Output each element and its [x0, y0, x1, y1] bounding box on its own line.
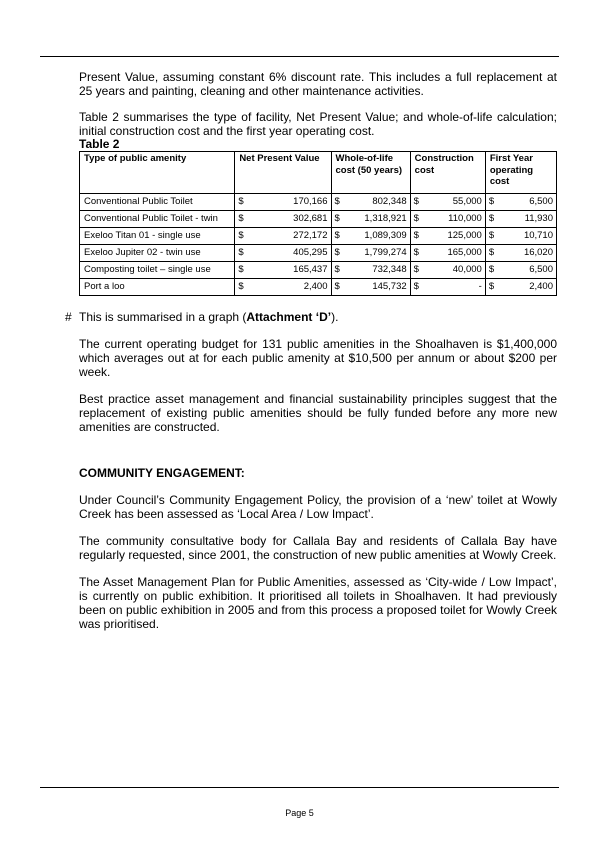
cell-value: 272,172	[293, 230, 328, 241]
table-body	[80, 194, 557, 296]
cell-type: Exeloo Titan 01 - single use	[80, 228, 235, 245]
header-npv: Net Present Value	[235, 152, 331, 194]
currency-symbol: $	[238, 213, 244, 224]
cell-operating	[485, 211, 556, 228]
cell-construction	[410, 279, 485, 296]
paragraph-engagement-policy: Under Council’s Community Engagement Policy, the provision of a ‘new’ toilet at Wowly Creek has been assessed as ‘Local Area / Low Impact’.	[79, 493, 557, 521]
cell-value: 1,799,274	[364, 247, 407, 258]
footer-rule	[40, 787, 559, 788]
currency-symbol: $	[413, 281, 419, 292]
amenity-cost-table	[79, 151, 557, 296]
cell-value: 302,681	[293, 213, 328, 224]
cell-value: 145,732	[372, 281, 407, 292]
cell-npv	[235, 194, 331, 211]
cell-construction	[410, 194, 485, 211]
currency-symbol: $	[238, 264, 244, 275]
currency-symbol: $	[413, 230, 419, 241]
currency-symbol: $	[488, 196, 495, 207]
cell-value: 2,400	[529, 281, 553, 292]
cell-npv	[235, 228, 331, 245]
currency-symbol: $	[238, 247, 244, 258]
cell-value: 40,000	[452, 264, 482, 275]
cell-construction	[410, 245, 485, 262]
currency-symbol: $	[334, 247, 340, 258]
cell-operating	[485, 245, 556, 262]
cell-wol	[331, 228, 410, 245]
cell-value: 2,400	[303, 281, 328, 292]
page-content	[65, 70, 557, 631]
cell-type: Exeloo Jupiter 02 - twin use	[80, 245, 235, 262]
cell-value: -	[478, 281, 482, 292]
cell-value: 6,500	[529, 264, 553, 275]
currency-symbol: $	[413, 196, 419, 207]
cell-value: 405,295	[293, 247, 328, 258]
cell-npv	[235, 279, 331, 296]
paragraph-best-practice: Best practice asset management and financial sustainability principles suggest that the replacement of existing public amenities should be fully funded before any more new amenities are constructed.	[79, 392, 557, 434]
paragraph-consultative-body: The community consultative body for Callala Bay and residents of Callala Bay have regularly requested, since 2001, the construction of new public amenities at Wowly Creek.	[79, 534, 557, 562]
table-row	[80, 245, 557, 262]
cell-type: Conventional Public Toilet - twin	[80, 211, 235, 228]
currency-symbol: $	[488, 213, 495, 224]
currency-symbol: $	[238, 196, 244, 207]
cell-value: 10,710	[523, 230, 553, 241]
cell-value: 16,020	[523, 247, 553, 258]
cell-value: 1,089,309	[364, 230, 407, 241]
table-row	[80, 279, 557, 296]
cell-construction	[410, 211, 485, 228]
header-type: Type of public amenity	[80, 152, 235, 194]
cell-operating	[485, 262, 556, 279]
header-construction: Construction cost	[410, 152, 485, 194]
table-row	[80, 262, 557, 279]
cell-operating	[485, 279, 556, 296]
cell-type: Composting toilet – single use	[80, 262, 235, 279]
cell-wol	[331, 245, 410, 262]
cell-type: Port a loo	[80, 279, 235, 296]
cell-value: 170,166	[293, 196, 328, 207]
currency-symbol: $	[238, 281, 244, 292]
header-rule	[40, 56, 559, 57]
cell-wol	[331, 262, 410, 279]
cell-npv	[235, 262, 331, 279]
currency-symbol: $	[488, 281, 495, 292]
cell-value: 6,500	[529, 196, 553, 207]
cell-value: 11,930	[524, 213, 553, 224]
currency-symbol: $	[334, 230, 340, 241]
currency-symbol: $	[413, 213, 419, 224]
currency-symbol: $	[334, 196, 340, 207]
paragraph-operating-budget: The current operating budget for 131 public amenities in the Shoalhaven is $1,400,000 which averages out at for each public amenity at $10,500 per annum or about $200 per week.	[79, 337, 557, 379]
header-operating: First Year operating cost	[485, 152, 556, 194]
attachment-reference: Attachment ‘D’	[246, 310, 332, 324]
table-row	[80, 211, 557, 228]
cell-value: 802,348	[372, 196, 407, 207]
cell-type: Conventional Public Toilet	[80, 194, 235, 211]
cell-value: 165,437	[293, 264, 328, 275]
currency-symbol: $	[334, 264, 340, 275]
paragraph-table-intro: Table 2 summarises the type of facility, Net Present Value; and whole-of-life calculation; initial construction cost and the first year operating cost.	[79, 110, 557, 138]
currency-symbol: $	[413, 247, 419, 258]
currency-symbol: $	[488, 230, 495, 241]
paragraph-asset-plan: The Asset Management Plan for Public Amenities, assessed as ‘City-wide / Low Impact’, is currently on public exhibition. It prioritised all toilets in Shoalhaven. It had previously been on public exhibition in 2005 and from this process a proposed toilet for Wowly Creek was prioritised.	[79, 575, 557, 631]
table-row	[80, 194, 557, 211]
cell-construction	[410, 262, 485, 279]
page-number: Page 5	[285, 808, 314, 818]
currency-symbol: $	[334, 281, 340, 292]
summary-line	[65, 310, 557, 324]
currency-symbol: $	[488, 264, 495, 275]
currency-symbol: $	[238, 230, 244, 241]
currency-symbol: $	[334, 213, 340, 224]
paragraph-npv-intro: Present Value, assuming constant 6% discount rate. This includes a full replacement at 25 years and painting, cleaning and other maintenance activities.	[79, 70, 557, 98]
table-row	[80, 228, 557, 245]
cell-value: 732,348	[372, 264, 407, 275]
cell-value: 1,318,921	[364, 213, 407, 224]
section-heading-community-engagement: COMMUNITY ENGAGEMENT:	[79, 466, 245, 480]
summary-text	[79, 310, 557, 324]
cell-wol	[331, 194, 410, 211]
cell-value: 125,000	[447, 230, 482, 241]
cell-wol	[331, 279, 410, 296]
table-title: Table 2	[79, 137, 120, 151]
cell-wol	[331, 211, 410, 228]
cell-npv	[235, 211, 331, 228]
currency-symbol: $	[413, 264, 419, 275]
cell-value: 110,000	[448, 213, 482, 224]
cell-value: 165,000	[447, 247, 482, 258]
cell-operating	[485, 194, 556, 211]
summary-text-before: This is summarised in a graph (	[79, 310, 247, 324]
cell-value: 55,000	[452, 196, 482, 207]
cell-npv	[235, 245, 331, 262]
summary-text-after: ).	[331, 310, 339, 324]
cell-operating	[485, 228, 556, 245]
header-whole-of-life: Whole-of-life cost (50 years)	[331, 152, 410, 194]
hash-mark: #	[65, 310, 72, 324]
cell-construction	[410, 228, 485, 245]
currency-symbol: $	[488, 247, 495, 258]
table-header-row	[80, 152, 557, 194]
